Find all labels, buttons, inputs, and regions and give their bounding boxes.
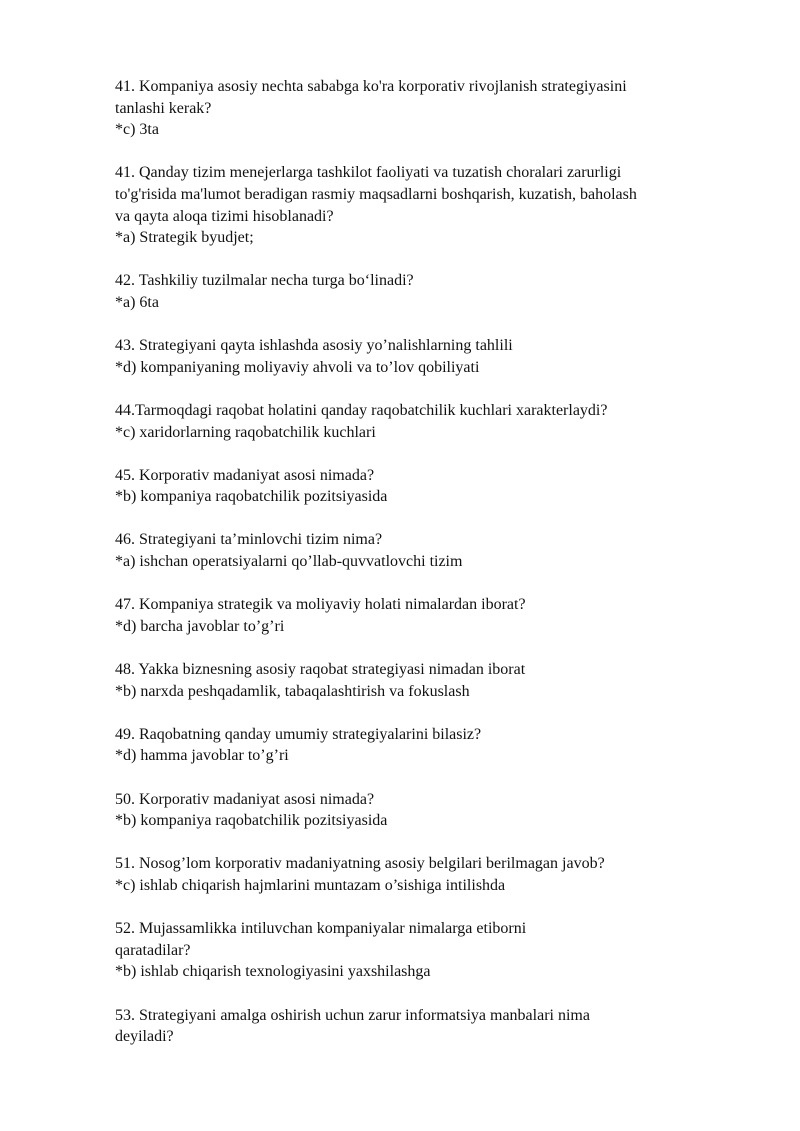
answer-text: *c) xaridorlarning raqobatchilik kuchlari: [115, 423, 376, 441]
question-block: [115, 529, 755, 572]
answer-text: *a) ishchan operatsiyalarni qo’llab-quvvatlovchi tizim: [115, 553, 463, 571]
question-text-line: 51. Nosog’lom korporativ madaniyatning asosiy belgilari berilmagan javob?: [115, 855, 605, 873]
question-text-line: 41. Qanday tizim menejerlarga tashkilot faoliyati va tuzatish choralari zarurligi: [115, 164, 622, 182]
question-text-line: 53. Strategiyani amalga oshirish uchun zarur informatsiya manbalari nima: [115, 1006, 590, 1024]
answer-text: *b) kompaniya raqobatchilik pozitsiyasida: [115, 488, 388, 506]
answer-text: *b) ishlab chiqarish texnologiyasini yaxshilashga: [115, 963, 431, 981]
answer-text: *d) barcha javoblar to’g’ri: [115, 617, 285, 635]
answer-text: *d) hamma javoblar to’g’ri: [115, 747, 289, 765]
question-text-line: 48. Yakka biznesning asosiy raqobat strategiyasi nimadan iborat: [115, 661, 526, 679]
answer-text: *a) Strategik byudjet;: [115, 229, 254, 247]
answer-text: *c) ishlab chiqarish hajmlarini muntazam o’sishiga intilishda: [115, 876, 506, 894]
answer-text: *c) 3ta: [115, 121, 159, 139]
question-list: [115, 76, 755, 1069]
question-text-line: deyiladi?: [115, 1028, 174, 1046]
question-text-line: qaratadilar?: [115, 941, 191, 959]
question-block: [115, 465, 755, 508]
question-block: [115, 400, 755, 443]
question-text-line: 45. Korporativ madaniyat asosi nimada?: [115, 466, 375, 484]
question-text-line: 49. Raqobatning qanday umumiy strategiyalarini bilasiz?: [115, 725, 482, 743]
question-text-line: tanlashi kerak?: [115, 99, 212, 117]
question-block: [115, 270, 755, 313]
question-text-line: 41. Kompaniya asosiy nechta sababga ko'ra korporativ rivojlanish strategiyasini: [115, 78, 627, 95]
question-text-line: 42. Tashkiliy tuzilmalar necha turga bo‘linadi?: [115, 272, 414, 290]
question-text-line: va qayta aloqa tizimi hisoblanadi?: [115, 207, 334, 225]
question-block: [115, 594, 755, 637]
question-block: [115, 76, 755, 141]
answer-text: *a) 6ta: [115, 293, 159, 311]
question-text-line: 46. Strategiyani ta’minlovchi tizim nima?: [115, 531, 383, 549]
question-block: [115, 335, 755, 378]
answer-text: *b) kompaniya raqobatchilik pozitsiyasida: [115, 812, 388, 830]
question-block: [115, 162, 755, 248]
question-text-line: 44.Tarmoqdagi raqobat holatini qanday raqobatchilik kuchlari xarakterlaydi?: [115, 401, 608, 419]
question-text-line: 43. Strategiyani qayta ishlashda asosiy yo’nalishlarning tahlili: [115, 337, 513, 355]
question-text-line: 50. Korporativ madaniyat asosi nimada?: [115, 790, 375, 808]
question-text-line: 47. Kompaniya strategik va moliyaviy holati nimalardan iborat?: [115, 596, 526, 614]
question-block: [115, 724, 755, 767]
question-text-line: 52. Mujassamlikka intiluvchan kompaniyalar nimalarga etiborni: [115, 920, 527, 938]
answer-text: *b) narxda peshqadamlik, tabaqalashtirish va fokuslash: [115, 682, 470, 700]
question-block: [115, 789, 755, 832]
question-block: [115, 1005, 755, 1048]
answer-text: *d) kompaniyaning moliyaviy ahvoli va to’lov qobiliyati: [115, 358, 480, 376]
question-text-line: to'g'risida ma'lumot beradigan rasmiy maqsadlarni boshqarish, kuzatish, baholash: [115, 185, 637, 203]
question-block: [115, 659, 755, 702]
question-block: [115, 853, 755, 896]
question-block: [115, 918, 755, 983]
